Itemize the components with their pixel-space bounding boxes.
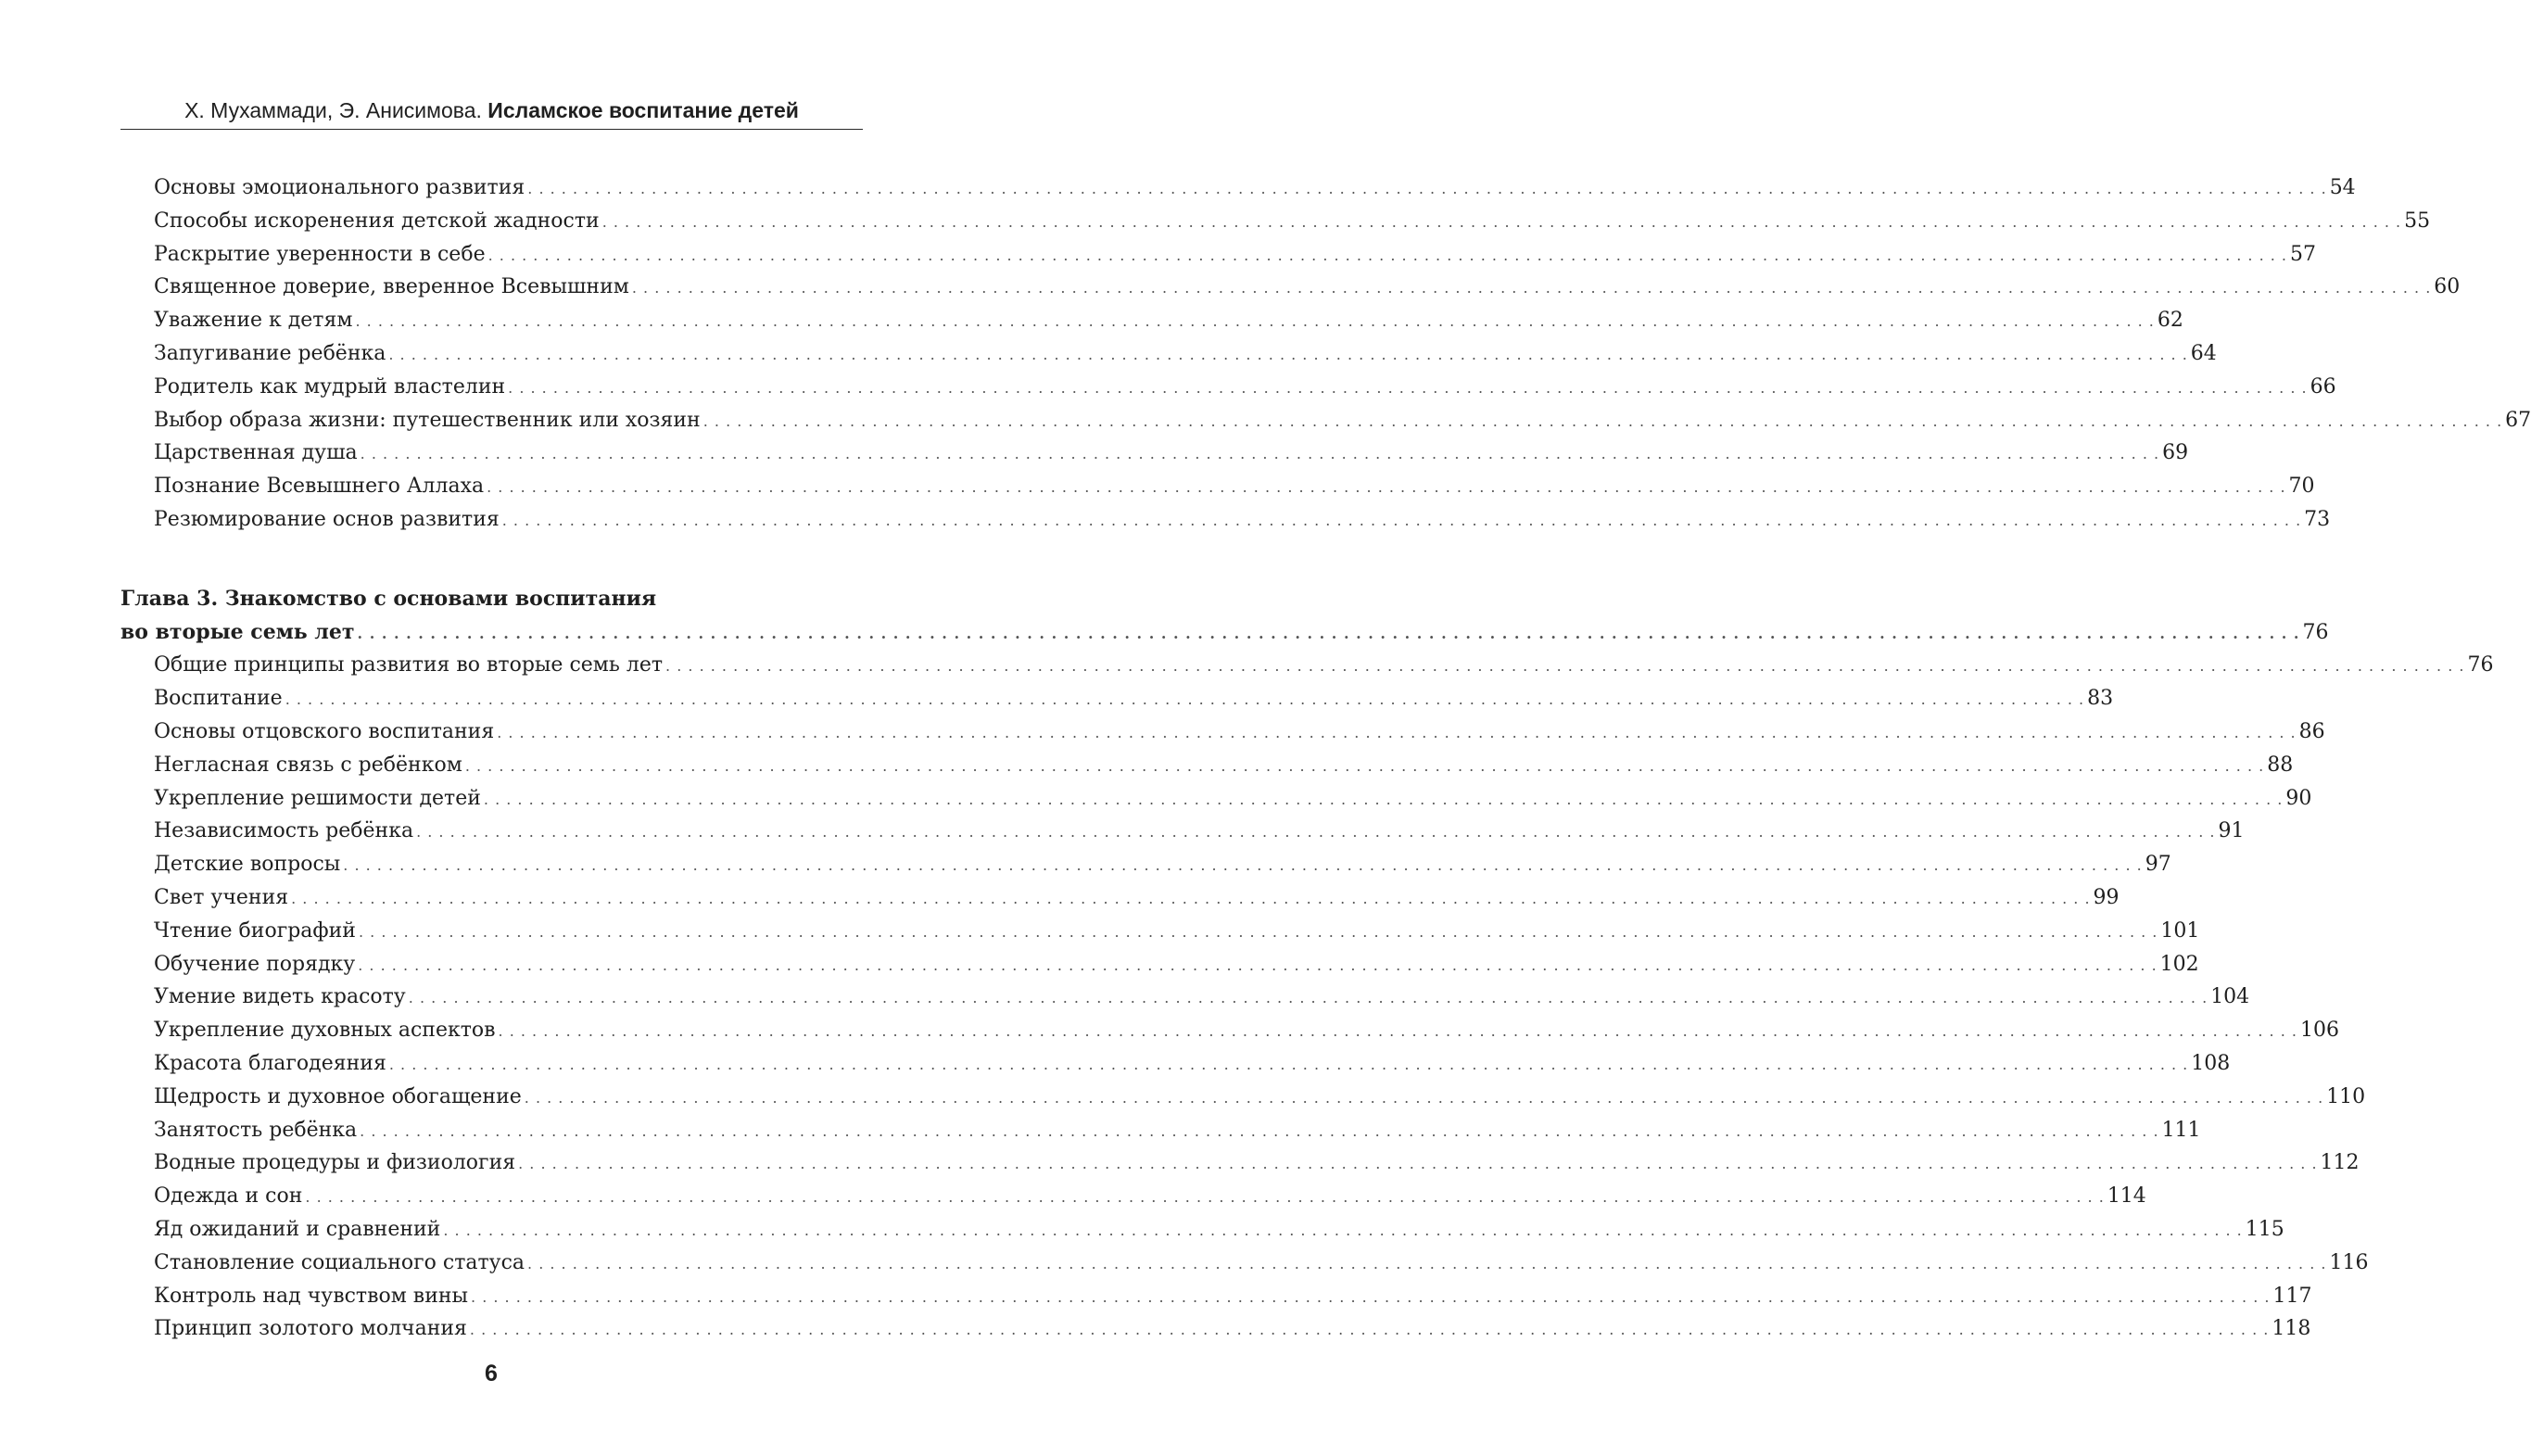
toc-entry-page: 62 xyxy=(2157,309,2183,333)
dot-leader: . . . . . . . . . . . . . . . . . . . . . . . . . . . . . . . . . . . . . . . . . . . . . . . . . . . . . . . . . . . . . . . . . . . . . . . . . . . . . . . . . . . . . . . . . . . . . . . . . . . . . . . . . . . . . . . . . . . . . . . . . . . . . . . . . . . . . . . . . . . . . . . . . . . . . . . . . . . . . . . . xyxy=(291,889,2091,907)
toc-entry xyxy=(120,915,2200,948)
toc-entry-title: Познание Всевышнего Аллаха xyxy=(154,475,485,499)
dot-leader: . . . . . . . . . . . . . . . . . . . . . . . . . . . . . . . . . . . . . . . . . . . . . . . . . . . . . . . . . . . . . . . . . . . . . . . . . . . . . . . . . . . . . . . . . . . . . . . . . . . . . . . . . . . . . . . . . . . . . . . . . . . . . . . . . . . . . . . . . . . . . . . . . . . . . . . . . . . . . . . . xyxy=(501,511,2302,529)
toc-entry-page: 76 xyxy=(2467,653,2494,677)
toc-entry-page: 69 xyxy=(2162,441,2189,465)
toc-entry-page: 88 xyxy=(2267,753,2294,777)
toc-entry-page: 106 xyxy=(2299,1019,2339,1043)
dot-leader: . . . . . . . . . . . . . . . . . . . . . . . . . . . . . . . . . . . . . . . . . . . . . . . . . . . . . . . . . . . . . . . . . . . . . . . . . . . . . . . . . . . . . . . . . . . . . . . . . . . . . . . . . . . . . . . . . . . . . . . . . . . . . . . . . . . . . . . . . . . . . . . . . . . . . . . . . . . . . . . . xyxy=(508,378,2308,397)
toc-entry-page: 99 xyxy=(2093,885,2120,909)
dot-leader: . . . . . . . . . . . . . . . . . . . . . . . . . . . . . . . . . . . . . . . . . . . . . . . . . . . . . . . . . . . . . . . . . . . . . . . . . . . . . . . . . . . . . . . . . . . . . . . . . . . . . . . . . . . . . . . . . . . . . . . . . . . . . . . . . . . . . . . . . . . . . . . . . . . . . . . . . . . . . . . . xyxy=(360,1121,2159,1140)
toc-entry xyxy=(120,749,2294,782)
toc-entry xyxy=(120,1081,2366,1114)
toc-entry xyxy=(120,881,2120,915)
dot-leader: . . . . . . . . . . . . . . . . . . . . . . . . . . . . . . . . . . . . . . . . . . . . . . . . . . . . . . . . . . . . . . . . . . . . . . . . . . . . . . . . . . . . . . . . . . . . . . . . . . . . . . . . . . . . . . . . . . . . . . . . . . . . . . . . . . . . . . . . . . . . . . . . . . . . . . . . . . . . . . . . xyxy=(601,212,2402,231)
dot-leader: . . . . . . . . . . . . . . . . . . . . . . . . . . . . . . . . . . . . . . . . . . . . . . . . . . . . . . . . . . . . . . . . . . . . . . . . . . . . . . . . . . . . . . . . . . . . . . . . . . . . . . . . . . . . . . . . . . . . . . . . . . . . . . . . . . . . . . . . . . . . . . . . . . . . . . . . . . . . . . . . xyxy=(498,1022,2297,1041)
toc-entry-title: Негласная связь с ребёнком xyxy=(154,753,462,777)
dot-leader: . . . . . . . . . . . . . . . . . . . . . . . . . . . . . . . . . . . . . . . . . . . . . . . . . . . . . . . . . . . . . . . . . . . . . . . . . . . . . . . . . . . . . . . . . . . . . . . . . . . . . . . . . . . . . . . . . . . . . . . . . . . . . . . . . . . . . . . . . . . . . . . . . . . . . . . . . . . . . . . . xyxy=(631,279,2432,298)
toc-entry xyxy=(120,848,2171,881)
table-of-contents xyxy=(120,171,2531,1346)
toc-entry-title: Выбор образа жизни: путешественник или хозяин xyxy=(154,408,701,432)
toc-entry-title: Контроль над чувством вины xyxy=(154,1284,469,1308)
toc-entry xyxy=(120,1180,2146,1213)
dot-leader: . . . . . . . . . . . . . . . . . . . . . . . . . . . . . . . . . . . . . . . . . . . . . . . . . . . . . . . . . . . . . . . . . . . . . . . . . . . . . . . . . . . . . . . . . . . . . . . . . . . . . . . . . . . . . . . . . . . . . . . . . . . . . . . . . . . . . . . . . . . . . . . . . . . . . . . . . . . . . . . . xyxy=(464,756,2265,775)
toc-entry-title: Чтение биографий xyxy=(154,918,356,943)
toc-entry-page: 57 xyxy=(2290,242,2317,266)
dot-leader: . . . . . . . . . . . . . . . . . . . . . . . . . . . . . . . . . . . . . . . . . . . . . . . . . . . . . . . . . . . . . . . . . . . . . . . . . . . . . . . . . . . . . . . . . . . . . . . . . . . . . . . . . . . . . . . . . . . . . . . . . . . . . . . . . . . . . . . . . . . . . . . . . . . . . . . . . . . . . . . . xyxy=(388,1055,2189,1073)
header-divider xyxy=(120,129,863,130)
toc-entry-page: 66 xyxy=(2310,374,2336,399)
dot-leader: . . . . . . . . . . . . . . . . . . . . . . . . . . . . . . . . . . . . . . . . . . . . . . . . . . . . . . . . . . . . . . . . . . . . . . . . . . . . . . . . . . . . . . . . . . . . . . . . . . . . . . . . . . . . . . . . . . . . . . . . . . . . . . . . . . . . . . . . . . . . . . . . . . . . . . . . . . . . . . . . xyxy=(357,624,2300,642)
toc-entry xyxy=(120,1312,2311,1346)
dot-leader: . . . . . . . . . . . . . . . . . . . . . . . . . . . . . . . . . . . . . . . . . . . . . . . . . . . . . . . . . . . . . . . . . . . . . . . . . . . . . . . . . . . . . . . . . . . . . . . . . . . . . . . . . . . . . . . . . . . . . . . . . . . . . . . . . . . . . . . . . . . . . . . . . . . . . . . . . . . . . . . . xyxy=(416,823,2216,842)
toc-entry-page: 118 xyxy=(2272,1317,2311,1341)
dot-leader: . . . . . . . . . . . . . . . . . . . . . . . . . . . . . . . . . . . . . . . . . . . . . . . . . . . . . . . . . . . . . . . . . . . . . . . . . . . . . . . . . . . . . . . . . . . . . . . . . . . . . . . . . . . . . . . . . . . . . . . . . . . . . . . . . . . . . . . . . . . . . . . . . . . . . . . . . . . . . . . . xyxy=(408,989,2208,1007)
toc-entry-title: Укрепление духовных аспектов xyxy=(154,1019,496,1043)
toc-entry-title: Занятость ребёнка xyxy=(154,1118,358,1142)
toc-entry xyxy=(120,715,2325,749)
toc-entry-title: Священное доверие, вверенное Всевышним xyxy=(154,275,629,299)
toc-entry-page: 73 xyxy=(2304,507,2331,531)
toc-entry xyxy=(120,404,2531,437)
toc-entry-title: Уважение к детям xyxy=(154,309,353,333)
dot-leader: . . . . . . . . . . . . . . . . . . . . . . . . . . . . . . . . . . . . . . . . . . . . . . . . . . . . . . . . . . . . . . . . . . . . . . . . . . . . . . . . . . . . . . . . . . . . . . . . . . . . . . . . . . . . . . . . . . . . . . . . . . . . . . . . . . . . . . . . . . . . . . . . . . . . . . . . . . . . . . . . xyxy=(355,312,2155,331)
toc-entry-page: 112 xyxy=(2320,1151,2360,1175)
toc-entry xyxy=(120,503,2331,537)
chapter-page-number: 76 xyxy=(2302,620,2329,644)
toc-entry xyxy=(120,304,2183,337)
toc-entry-page: 104 xyxy=(2210,985,2250,1009)
toc-entry-title: Детские вопросы xyxy=(154,853,341,877)
toc-entry-page: 115 xyxy=(2245,1217,2284,1241)
toc-entry xyxy=(120,371,2336,404)
dot-leader: . . . . . . . . . . . . . . . . . . . . . . . . . . . . . . . . . . . . . . . . . . . . . . . . . . . . . . . . . . . . . . . . . . . . . . . . . . . . . . . . . . . . . . . . . . . . . . . . . . . . . . . . . . . . . . . . . . . . . . . . . . . . . . . . . . . . . . . . . . . . . . . . . . . . . . . . . . . . . . . . xyxy=(358,956,2158,974)
toc-entry-title: Родитель как мудрый властелин xyxy=(154,374,506,399)
toc-entry-title: Одежда и сон xyxy=(154,1184,303,1209)
toc-entry xyxy=(120,1014,2339,1047)
chapter-title-line-2: во вторые семь лет xyxy=(120,619,355,644)
toc-entry-title: Общие принципы развития во вторые семь лет xyxy=(154,653,664,677)
toc-entry-page: 117 xyxy=(2272,1284,2312,1308)
toc-entry-title: Становление социального статуса xyxy=(154,1250,525,1274)
toc-entry xyxy=(120,981,2250,1014)
toc-entry xyxy=(120,271,2461,304)
toc-entry-page: 86 xyxy=(2298,719,2325,743)
dot-leader: . . . . . . . . . . . . . . . . . . . . . . . . . . . . . . . . . . . . . . . . . . . . . . . . . . . . . . . . . . . . . . . . . . . . . . . . . . . . . . . . . . . . . . . . . . . . . . . . . . . . . . . . . . . . . . . . . . . . . . . . . . . . . . . . . . . . . . . . . . . . . . . . . . . . . . . . . . . . . . . . xyxy=(388,345,2188,363)
toc-entry xyxy=(120,238,2317,272)
toc-entry-title: Водные процедуры и физиология xyxy=(154,1151,516,1175)
toc-entry-page: 83 xyxy=(2087,687,2114,711)
toc-entry-page: 70 xyxy=(2288,475,2315,499)
header-book-title: Исламское воспитание детей xyxy=(487,98,799,122)
dot-leader: . . . . . . . . . . . . . . . . . . . . . . . . . . . . . . . . . . . . . . . . . . . . . . . . . . . . . . . . . . . . . . . . . . . . . . . . . . . . . . . . . . . . . . . . . . . . . . . . . . . . . . . . . . . . . . . . . . . . . . . . . . . . . . . . . . . . . . . . . . . . . . . . . . . . . . . . . . . . . . . . xyxy=(702,411,2503,430)
dot-leader: . . . . . . . . . . . . . . . . . . . . . . . . . . . . . . . . . . . . . . . . . . . . . . . . . . . . . . . . . . . . . . . . . . . . . . . . . . . . . . . . . . . . . . . . . . . . . . . . . . . . . . . . . . . . . . . . . . . . . . . . . . . . . . . . . . . . . . . . . . . . . . . . . . . . . . . . . . . . . . . . xyxy=(497,723,2297,741)
toc-entry-title: Принцип золотого молчания xyxy=(154,1317,467,1341)
dot-leader: . . . . . . . . . . . . . . . . . . . . . . . . . . . . . . . . . . . . . . . . . . . . . . . . . . . . . . . . . . . . . . . . . . . . . . . . . . . . . . . . . . . . . . . . . . . . . . . . . . . . . . . . . . . . . . . . . . . . . . . . . . . . . . . . . . . . . . . . . . . . . . . . . . . . . . . . . . . . . . . . xyxy=(487,478,2286,497)
dot-leader: . . . . . . . . . . . . . . . . . . . . . . . . . . . . . . . . . . . . . . . . . . . . . . . . . . . . . . . . . . . . . . . . . . . . . . . . . . . . . . . . . . . . . . . . . . . . . . . . . . . . . . . . . . . . . . . . . . . . . . . . . . . . . . . . . . . . . . . . . . . . . . . . . . . . . . . . . . . . . . . . xyxy=(469,1321,2270,1339)
toc-entry-title: Запугивание ребёнка xyxy=(154,341,386,365)
header-authors: Х. Мухаммади, Э. Анисимова. xyxy=(184,98,482,122)
dot-leader: . . . . . . . . . . . . . . . . . . . . . . . . . . . . . . . . . . . . . . . . . . . . . . . . . . . . . . . . . . . . . . . . . . . . . . . . . . . . . . . . . . . . . . . . . . . . . . . . . . . . . . . . . . . . . . . . . . . . . . . . . . . . . . . . . . . . . . . . . . . . . . . . . . . . . . . . . . . . . . . . xyxy=(487,246,2288,264)
dot-leader: . . . . . . . . . . . . . . . . . . . . . . . . . . . . . . . . . . . . . . . . . . . . . . . . . . . . . . . . . . . . . . . . . . . . . . . . . . . . . . . . . . . . . . . . . . . . . . . . . . . . . . . . . . . . . . . . . . . . . . . . . . . . . . . . . . . . . . . . . . . . . . . . . . . . . . . . . . . . . . . . xyxy=(518,1155,2318,1173)
dot-leader: . . . . . . . . . . . . . . . . . . . . . . . . . . . . . . . . . . . . . . . . . . . . . . . . . . . . . . . . . . . . . . . . . . . . . . . . . . . . . . . . . . . . . . . . . . . . . . . . . . . . . . . . . . . . . . . . . . . . . . . . . . . . . . . . . . . . . . . . . . . . . . . . . . . . . . . . . . . . . . . . xyxy=(665,657,2465,676)
toc-entry-page: 54 xyxy=(2329,176,2356,199)
dot-leader: . . . . . . . . . . . . . . . . . . . . . . . . . . . . . . . . . . . . . . . . . . . . . . . . . . . . . . . . . . . . . . . . . . . . . . . . . . . . . . . . . . . . . . . . . . . . . . . . . . . . . . . . . . . . . . . . . . . . . . . . . . . . . . . . . . . . . . . . . . . . . . . . . . . . . . . . . . . . . . . . xyxy=(358,922,2158,941)
toc-entry xyxy=(120,1280,2312,1313)
dot-leader: . . . . . . . . . . . . . . . . . . . . . . . . . . . . . . . . . . . . . . . . . . . . . . . . . . . . . . . . . . . . . . . . . . . . . . . . . . . . . . . . . . . . . . . . . . . . . . . . . . . . . . . . . . . . . . . . . . . . . . . . . . . . . . . . . . . . . . . . . . . . . . . . . . . . . . . . . . . . . . . . xyxy=(285,690,2085,709)
toc-entry-title: Раскрытие уверенности в себе xyxy=(154,242,486,266)
page-number: 6 xyxy=(485,1361,498,1386)
toc-entry-title: Резюмирование основ развития xyxy=(154,507,500,531)
toc-entry-page: 110 xyxy=(2326,1084,2366,1108)
toc-entry-title: Царственная душа xyxy=(154,441,358,465)
toc-entry xyxy=(120,470,2315,503)
toc-section-1 xyxy=(120,171,2531,537)
toc-entry-page: 60 xyxy=(2434,275,2461,299)
dot-leader: . . . . . . . . . . . . . . . . . . . . . . . . . . . . . . . . . . . . . . . . . . . . . . . . . . . . . . . . . . . . . . . . . . . . . . . . . . . . . . . . . . . . . . . . . . . . . . . . . . . . . . . . . . . . . . . . . . . . . . . . . . . . . . . . . . . . . . . . . . . . . . . . . . . . . . . . . . . . . . . . xyxy=(305,1188,2105,1207)
toc-entry-page: 64 xyxy=(2190,341,2217,365)
toc-entry-title: Свет учения xyxy=(154,885,289,909)
toc-entry xyxy=(120,171,2356,205)
dot-leader: . . . . . . . . . . . . . . . . . . . . . . . . . . . . . . . . . . . . . . . . . . . . . . . . . . . . . . . . . . . . . . . . . . . . . . . . . . . . . . . . . . . . . . . . . . . . . . . . . . . . . . . . . . . . . . . . . . . . . . . . . . . . . . . . . . . . . . . . . . . . . . . . . . . . . . . . . . . . . . . . xyxy=(360,445,2160,463)
dot-leader: . . . . . . . . . . . . . . . . . . . . . . . . . . . . . . . . . . . . . . . . . . . . . . . . . . . . . . . . . . . . . . . . . . . . . . . . . . . . . . . . . . . . . . . . . . . . . . . . . . . . . . . . . . . . . . . . . . . . . . . . . . . . . . . . . . . . . . . . . . . . . . . . . . . . . . . . . . . . . . . . xyxy=(527,1254,2327,1272)
chapter-heading xyxy=(120,583,2329,650)
toc-entry-title: Основы отцовского воспитания xyxy=(154,719,495,743)
toc-entry xyxy=(120,1114,2201,1147)
toc-entry-page: 67 xyxy=(2505,408,2531,432)
toc-entry xyxy=(120,649,2494,682)
toc-entry-title: Яд ожиданий и сравнений xyxy=(154,1217,441,1241)
toc-entry-title: Способы искоренения детской жадности xyxy=(154,209,600,233)
chapter-title-entry xyxy=(120,616,2329,650)
running-header xyxy=(120,95,863,126)
toc-entry-title: Укрепление решимости детей xyxy=(154,786,481,810)
dot-leader: . . . . . . . . . . . . . . . . . . . . . . . . . . . . . . . . . . . . . . . . . . . . . . . . . . . . . . . . . . . . . . . . . . . . . . . . . . . . . . . . . . . . . . . . . . . . . . . . . . . . . . . . . . . . . . . . . . . . . . . . . . . . . . . . . . . . . . . . . . . . . . . . . . . . . . . . . . . . . . . . xyxy=(527,180,2327,197)
toc-entry xyxy=(120,205,2431,238)
dot-leader: . . . . . . . . . . . . . . . . . . . . . . . . . . . . . . . . . . . . . . . . . . . . . . . . . . . . . . . . . . . . . . . . . . . . . . . . . . . . . . . . . . . . . . . . . . . . . . . . . . . . . . . . . . . . . . . . . . . . . . . . . . . . . . . . . . . . . . . . . . . . . . . . . . . . . . . . . . . . . . . . xyxy=(471,1287,2271,1306)
toc-section-2 xyxy=(120,649,2494,1346)
toc-entry-title: Основы эмоционального развития xyxy=(154,176,525,199)
toc-entry-page: 102 xyxy=(2159,952,2199,976)
toc-entry-title: Независимость ребёнка xyxy=(154,819,414,843)
toc-entry-page: 111 xyxy=(2161,1118,2201,1142)
dot-leader: . . . . . . . . . . . . . . . . . . . . . . . . . . . . . . . . . . . . . . . . . . . . . . . . . . . . . . . . . . . . . . . . . . . . . . . . . . . . . . . . . . . . . . . . . . . . . . . . . . . . . . . . . . . . . . . . . . . . . . . . . . . . . . . . . . . . . . . . . . . . . . . . . . . . . . . . . . . . . . . . xyxy=(524,1088,2324,1107)
toc-entry-page: 101 xyxy=(2160,918,2200,943)
toc-entry xyxy=(120,1247,2369,1280)
toc-entry xyxy=(120,437,2189,470)
toc-entry-page: 91 xyxy=(2218,819,2245,843)
chapter-title-line-1: Глава 3. Знакомство с основами воспитания xyxy=(120,586,657,611)
toc-entry-page: 116 xyxy=(2329,1250,2369,1274)
toc-entry-title: Щедрость и духовное обогащение xyxy=(154,1084,522,1108)
toc-entry-title: Обучение порядку xyxy=(154,952,356,976)
toc-entry xyxy=(120,782,2312,816)
dot-leader: . . . . . . . . . . . . . . . . . . . . . . . . . . . . . . . . . . . . . . . . . . . . . . . . . . . . . . . . . . . . . . . . . . . . . . . . . . . . . . . . . . . . . . . . . . . . . . . . . . . . . . . . . . . . . . . . . . . . . . . . . . . . . . . . . . . . . . . . . . . . . . . . . . . . . . . . . . . . . . . . xyxy=(483,790,2284,808)
toc-entry-title: Красота благодеяния xyxy=(154,1051,386,1075)
toc-entry xyxy=(120,337,2217,371)
toc-entry-page: 114 xyxy=(2107,1184,2146,1209)
toc-entry-page: 55 xyxy=(2404,209,2431,233)
toc-entry-page: 108 xyxy=(2191,1051,2231,1075)
dot-leader: . . . . . . . . . . . . . . . . . . . . . . . . . . . . . . . . . . . . . . . . . . . . . . . . . . . . . . . . . . . . . . . . . . . . . . . . . . . . . . . . . . . . . . . . . . . . . . . . . . . . . . . . . . . . . . . . . . . . . . . . . . . . . . . . . . . . . . . . . . . . . . . . . . . . . . . . . . . . . . . . xyxy=(443,1221,2243,1239)
toc-entry xyxy=(120,1047,2231,1081)
toc-entry xyxy=(120,948,2199,981)
dot-leader: . . . . . . . . . . . . . . . . . . . . . . . . . . . . . . . . . . . . . . . . . . . . . . . . . . . . . . . . . . . . . . . . . . . . . . . . . . . . . . . . . . . . . . . . . . . . . . . . . . . . . . . . . . . . . . . . . . . . . . . . . . . . . . . . . . . . . . . . . . . . . . . . . . . . . . . . . . . . . . . . xyxy=(343,856,2143,875)
toc-entry-title: Воспитание xyxy=(154,687,283,711)
toc-entry-title: Умение видеть красоту xyxy=(154,985,406,1009)
toc-entry xyxy=(120,815,2245,848)
toc-entry xyxy=(120,682,2114,715)
toc-entry-page: 97 xyxy=(2145,853,2171,877)
toc-entry xyxy=(120,1146,2360,1180)
toc-entry xyxy=(120,1213,2284,1247)
toc-entry-page: 90 xyxy=(2285,786,2312,810)
